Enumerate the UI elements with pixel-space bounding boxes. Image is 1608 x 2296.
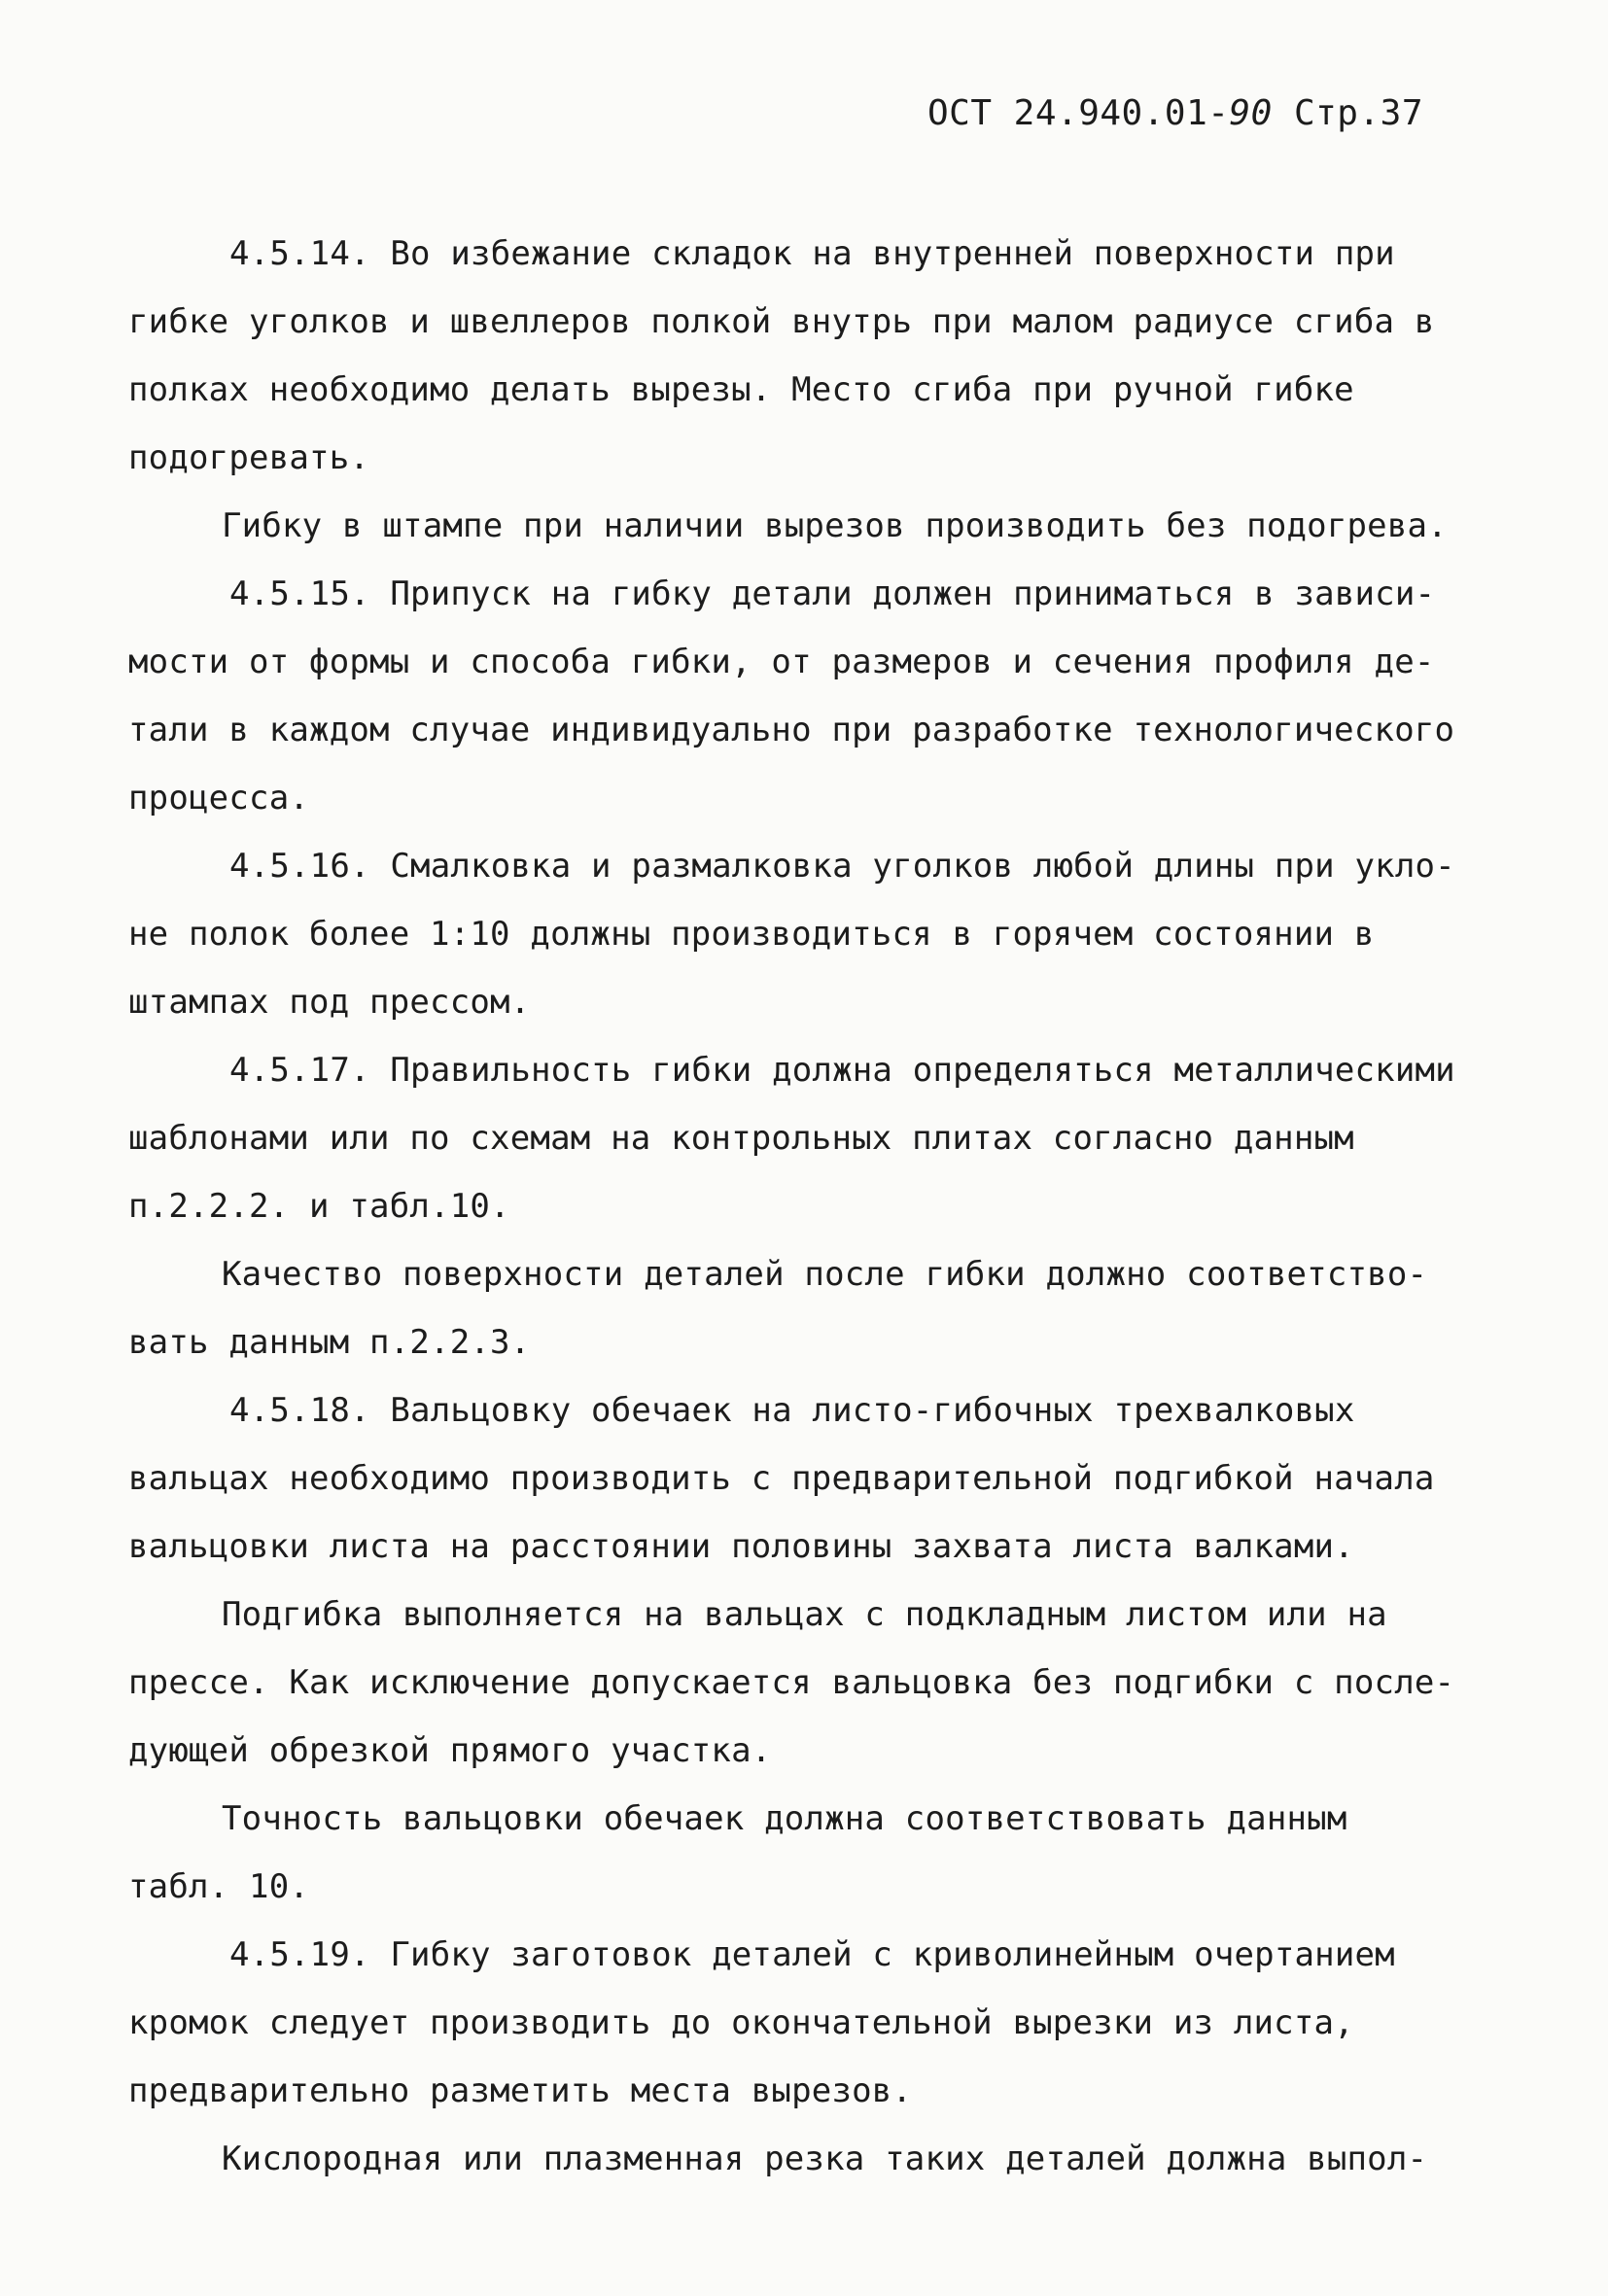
page-header	[927, 93, 1423, 133]
text-line: табл. 10.	[128, 1867, 310, 1906]
text-line: шаблонами или по схемам на контрольных плитах согласно данным	[128, 1119, 1354, 1158]
text-line: п.2.2.2. и табл.10.	[128, 1187, 510, 1226]
text-line: Подгибка выполняется на вальцах с подкладным листом или на	[222, 1595, 1387, 1634]
text-line: 4.5.16. Смалковка и размалковка уголков любой длины при укло-	[229, 847, 1455, 886]
text-line: вать данным п.2.2.3.	[128, 1323, 531, 1362]
text-line: гибке уголков и швеллеров полкой внутрь при малом радиусе сгиба в	[128, 302, 1435, 341]
text-line: прессе. Как исключение допускается вальцовка без подгибки с после-	[128, 1663, 1455, 1702]
document-code: ОСТ 24.940.01-	[926, 93, 1230, 133]
text-line: 4.5.17. Правильность гибки должна определяться металлическими	[229, 1051, 1455, 1090]
text-line: подогревать.	[128, 438, 370, 477]
text-line: тали в каждом случае индивидуально при разработке технологического	[128, 711, 1455, 749]
text-line: штампах под прессом.	[128, 983, 531, 1022]
text-line: вальцовки листа на расстоянии половины захвата листа валками.	[128, 1527, 1354, 1566]
text-line: предварительно разметить места вырезов.	[128, 2071, 913, 2110]
text-line: 4.5.18. Вальцовку обечаек на листо-гибочных трехвалковых	[229, 1391, 1355, 1430]
text-line: Кислородная или плазменная резка таких деталей должна выпол-	[222, 2139, 1428, 2178]
text-line: Качество поверхности деталей после гибки должно соответство-	[222, 1255, 1428, 1294]
text-line: Точность вальцовки обечаек должна соответствовать данным	[222, 1799, 1347, 1838]
text-line: дующей обрезкой прямого участка.	[128, 1731, 772, 1770]
text-line: вальцах необходимо производить с предварительной подгибкой начала	[128, 1459, 1435, 1498]
text-line: кромок следует производить до окончательной вырезки из листа,	[128, 2003, 1354, 2042]
text-line: процесса.	[128, 779, 310, 818]
document-year: 90	[1229, 93, 1273, 133]
document-body	[128, 220, 1480, 2193]
text-line: полках необходимо делать вырезы. Место сгиба при ручной гибке	[128, 370, 1354, 409]
text-line: не полок более 1:10 должны производиться в горячем состоянии в	[128, 915, 1375, 954]
text-line: мости от формы и способа гибки, от размеров и сечения профиля де-	[128, 643, 1435, 681]
text-line: Гибку в штампе при наличии вырезов производить без подогрева.	[222, 506, 1448, 545]
page-number: Стр.37	[1272, 93, 1423, 133]
text-line: 4.5.15. Припуск на гибку детали должен приниматься в зависи-	[229, 574, 1436, 613]
text-line: 4.5.19. Гибку заготовок деталей с криволинейным очертанием	[229, 1935, 1395, 1974]
text-line: 4.5.14. Во избежание складок на внутренней поверхности при	[229, 234, 1395, 273]
